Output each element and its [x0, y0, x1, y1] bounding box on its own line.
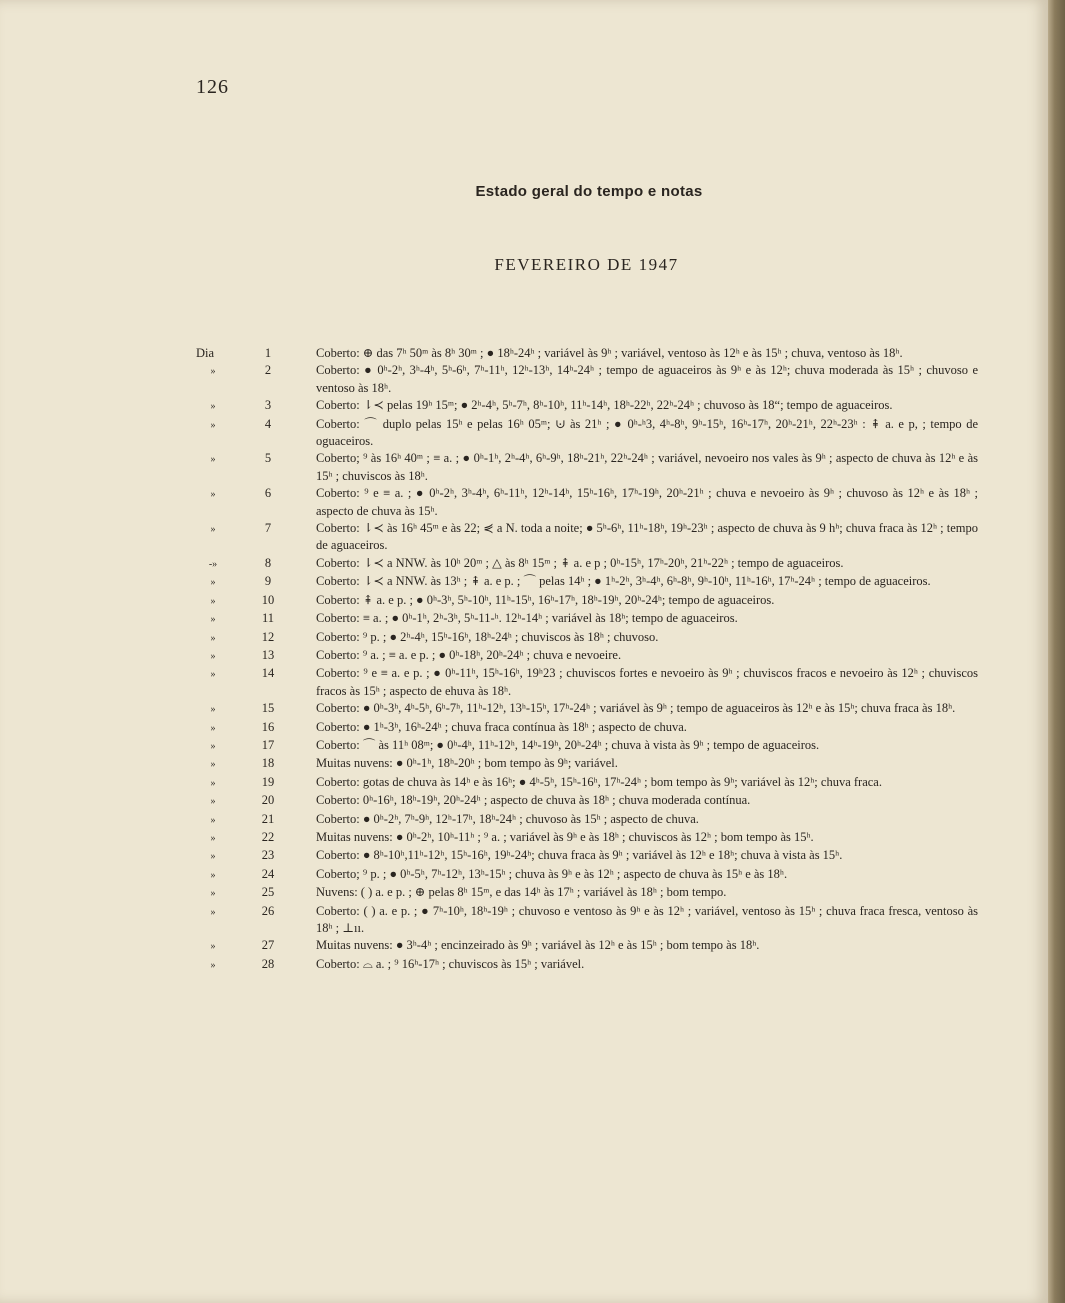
day-number: 6	[264, 486, 272, 501]
ditto-mark: »	[210, 595, 216, 607]
day-weather-text: Coberto: ● 8ʰ-10ʰ,11ʰ-12ʰ, 15ʰ-16ʰ, 19ʰ-24ʰ; chuva fraca às 9ʰ ; variável às 12ʰ e 18ʰ; chuva à vista às 15ʰ.	[316, 848, 843, 863]
day-entry	[196, 903, 978, 938]
section-title: Estado geral do tempo e notas	[475, 183, 703, 200]
day-entry	[196, 520, 978, 555]
ditto-mark: »	[210, 941, 216, 953]
ditto-mark: »	[210, 704, 216, 716]
ditto-mark: »	[210, 614, 216, 626]
day-weather-text: Coberto: ⇂≺ às 16ʰ 45ᵐ e às 22; ⋞ a N. toda a noite; ● 5ʰ-6ʰ, 11ʰ-18ʰ, 19ʰ-23ʰ ; aspecto de chuva às 9 hʰ; chuva fraca às 12ʰ ; tempo de aguaceiros.	[316, 521, 978, 553]
day-column-label: Dia	[196, 346, 215, 360]
day-entry	[196, 450, 978, 485]
day-number: 14	[261, 666, 275, 681]
day-weather-text: Coberto; ⁹ p. ; ● 0ʰ-5ʰ, 7ʰ-12ʰ, 13ʰ-15ʰ ; chuva às 9ʰ e às 12ʰ ; aspecto de chuva às 15ʰ e às 18ʰ.	[316, 866, 788, 881]
day-weather-text: Coberto: ⁹ a. ; ≡ a. e p. ; ● 0ʰ-18ʰ, 20ʰ-24ʰ ; chuva e nevoeire.	[316, 647, 622, 662]
day-entry	[196, 847, 978, 865]
day-entry	[196, 737, 978, 755]
day-entry	[196, 665, 978, 700]
day-number: 17	[261, 737, 275, 752]
page-number: 126	[196, 76, 229, 98]
month-title: FEVEREIRO DE 1947	[494, 255, 679, 274]
day-weather-text: Coberto: ≡ a. ; ● 0ʰ-1ʰ, 2ʰ-3ʰ, 5ʰ-11-ʰ. 12ʰ-14ʰ ; variável às 18ʰ; tempo de aguaceiros.	[316, 611, 738, 626]
ditto-mark: »	[210, 851, 216, 863]
ditto-mark: »	[210, 777, 216, 789]
day-weather-text: Coberto: ⇂≺ pelas 19ʰ 15ᵐ; ● 2ʰ-4ʰ, 5ʰ-7ʰ, 8ʰ-10ʰ, 11ʰ-14ʰ, 18ʰ-22ʰ, 22ʰ-24ʰ ; chuvoso às 18“; tempo de aguaceiros.	[316, 398, 893, 413]
day-number: 16	[261, 719, 275, 734]
ditto-mark: »	[210, 524, 216, 536]
ditto-mark: »	[210, 740, 216, 752]
ditto-mark: »	[210, 759, 216, 771]
day-number: 10	[261, 592, 275, 607]
day-number: 22	[261, 829, 275, 844]
day-weather-text: Coberto: ⌒ duplo pelas 15ʰ e pelas 16ʰ 05ᵐ; ⊍ às 21ʰ ; ● 0ʰ-ʰ3, 4ʰ-8ʰ, 9ʰ-15ʰ, 16ʰ-17ʰ, 20ʰ-21ʰ, 22ʰ-23ʰ : ⇞ a. e p, ; tempo de oguaceiros.	[316, 416, 978, 449]
ditto-mark: »	[210, 959, 216, 971]
day-weather-text: Nuvens: ( ) a. e p. ; ⊕ pelas 8ʰ 15ᵐ, e das 14ʰ às 17ʰ ; variável às 18ʰ ; bom tempo.	[316, 885, 727, 900]
day-number: 21	[261, 811, 275, 826]
day-number: 2	[264, 363, 272, 378]
day-entry	[196, 555, 978, 573]
day-weather-text: Coberto: ⌒ às 11ʰ 08ᵐ; ● 0ʰ-4ʰ, 11ʰ-12ʰ, 14ʰ-19ʰ, 20ʰ-24ʰ ; chuva à vista às 9ʰ ; tempo de aguaceiros.	[316, 737, 820, 752]
day-number: 19	[261, 774, 275, 789]
day-weather-text: Muitas nuvens: ● 0ʰ-1ʰ, 18ʰ-20ʰ ; bom tempo às 9ʰ; variável.	[316, 756, 618, 771]
weather-notes-list	[196, 345, 978, 974]
day-weather-text: Coberto: ⇞ a. e p. ; ● 0ʰ-3ʰ, 5ʰ-10ʰ, 11ʰ-15ʰ, 16ʰ-17ʰ, 18ʰ-19ʰ, 20ʰ-24ʰ; tempo de aguaceiros.	[316, 592, 775, 607]
day-weather-text: Coberto: ( ) a. e p. ; ● 7ʰ-10ʰ, 18ʰ-19ʰ ; chuvoso e ventoso às 9ʰ e às 12ʰ ; variável, ventoso às 15ʰ ; chuva fraca fresca, ventoso às 18ʰ ; ⊥ıı.	[316, 903, 978, 935]
day-entry	[196, 416, 978, 451]
ditto-mark: »	[210, 906, 216, 918]
ditto-mark: »	[210, 869, 216, 881]
day-entry	[196, 592, 978, 610]
day-number: 3	[264, 398, 272, 413]
ditto-mark: »	[210, 632, 216, 644]
day-entry	[196, 700, 978, 718]
ditto-mark: »	[210, 401, 216, 413]
ditto-mark: »	[210, 454, 216, 466]
day-number: 5	[264, 451, 272, 466]
ditto-mark: »	[210, 366, 216, 378]
ditto-mark: »	[210, 814, 216, 826]
ditto-mark: »	[210, 722, 216, 734]
ditto-mark: »	[210, 419, 216, 431]
day-number: 18	[261, 756, 275, 771]
day-entry	[196, 792, 978, 810]
day-entry	[196, 345, 978, 362]
day-weather-text: Coberto: ● 0ʰ-3ʰ, 4ʰ-5ʰ, 6ʰ-7ʰ, 11ʰ-12ʰ, 13ʰ-15ʰ, 17ʰ-24ʰ ; variável às 9ʰ ; tempo de aguaceiros às 12ʰ e às 15ʰ; chuva fraca às 18ʰ.	[316, 701, 956, 716]
day-weather-text: Coberto: ⊕ das 7ʰ 50ᵐ às 8ʰ 30ᵐ ; ● 18ʰ-24ʰ ; variável às 9ʰ ; variável, ventoso às 12ʰ e às 15ʰ ; chuva, ventoso às 18ʰ.	[316, 346, 903, 360]
day-entry	[196, 755, 978, 773]
day-weather-text: Coberto: ⇂≺ a NNW. às 13ʰ ; ⇞ a. e p. ; ⌒ pelas 14ʰ ; ● 1ʰ-2ʰ, 3ʰ-4ʰ, 6ʰ-8ʰ, 9ʰ-10ʰ, 11ʰ-16ʰ, 17ʰ-24ʰ ; tempo de aguaceiros.	[316, 574, 931, 589]
day-weather-text: Coberto: ● 0ʰ-2ʰ, 7ʰ-9ʰ, 12ʰ-17ʰ, 18ʰ-24ʰ ; chuvoso às 15ʰ ; aspecto de chuva.	[316, 811, 699, 826]
day-number: 11	[261, 611, 275, 626]
day-entry	[196, 362, 978, 397]
day-entry	[196, 573, 978, 591]
day-entry	[196, 866, 978, 884]
day-weather-text: Coberto; ⁹ às 16ʰ 40ᵐ ; ≡ a. ; ● 0ʰ-1ʰ, 2ʰ-4ʰ, 6ʰ-9ʰ, 18ʰ-21ʰ, 22ʰ-24ʰ ; variável, nevoeiro nos vales às 9ʰ ; aspecto de chuva às 12ʰ e às 15ʰ ; chuviscos às 18ʰ.	[316, 451, 978, 483]
ditto-mark: »	[210, 577, 216, 589]
day-entry	[196, 829, 978, 847]
day-entry	[196, 811, 978, 829]
day-number: 26	[261, 903, 275, 918]
day-weather-text: Coberto: ⁹ e ≡ a. ; ● 0ʰ-2ʰ, 3ʰ-4ʰ, 6ʰ-11ʰ, 12ʰ-14ʰ, 15ʰ-16ʰ, 17ʰ-19ʰ, 20ʰ-21ʰ ; chuva e nevoeiro às 9ʰ ; chuvoso às 12ʰ e às 18ʰ ; aspecto de chuva às 15ʰ.	[316, 486, 978, 518]
day-weather-text: Coberto: gotas de chuva às 14ʰ e às 16ʰ; ● 4ʰ-5ʰ, 15ʰ-16ʰ, 17ʰ-24ʰ ; bom tempo às 9ʰ; variável às 12ʰ; chuva fraca.	[316, 774, 882, 789]
day-entry	[196, 397, 978, 415]
day-entry	[196, 719, 978, 737]
day-number: 4	[264, 416, 272, 431]
ditto-mark: »	[210, 888, 216, 900]
day-weather-text: Coberto: ⁹ e ≡ a. e p. ; ● 0ʰ-11ʰ, 15ʰ-16ʰ, 19ʰ23 ; chuviscos fortes e nevoeiro às 9ʰ ; chuviscos fracos e nevoeiro às 12ʰ ; chuviscos fracos às 15ʰ ; aspecto de ehuva às 18ʰ.	[316, 666, 978, 698]
day-entry	[196, 629, 978, 647]
day-entry	[196, 610, 978, 628]
day-weather-text: Coberto: 0ʰ-16ʰ, 18ʰ-19ʰ, 20ʰ-24ʰ ; aspecto de chuva às 18ʰ ; chuva moderada contínua.	[316, 793, 751, 808]
day-number: 28	[261, 956, 275, 971]
ditto-mark: »	[210, 796, 216, 808]
day-entry	[196, 485, 978, 520]
ditto-mark: »	[210, 489, 216, 501]
day-number: 7	[264, 521, 272, 536]
day-number: 23	[261, 848, 275, 863]
day-number: 8	[264, 555, 272, 570]
ditto-mark: -»	[208, 558, 218, 570]
day-weather-text: Coberto: ● 0ʰ-2ʰ, 3ʰ-4ʰ, 5ʰ-6ʰ, 7ʰ-11ʰ, 12ʰ-13ʰ, 14ʰ-24ʰ ; tempo de aguaceiros às 9ʰ e às 12ʰ; chuva moderada às 15ʰ ; chuvoso e ventoso às 18ʰ.	[316, 363, 978, 395]
day-weather-text: Muitas nuvens: ● 3ʰ-4ʰ ; encinzeirado às 9ʰ ; variável às 12ʰ e às 15ʰ ; bom tempo às 18ʰ.	[316, 938, 760, 953]
day-weather-text: Coberto: ⇂≺ a NNW. às 10ʰ 20ᵐ ; △ às 8ʰ 15ᵐ ; ⇞ a. e p ; 0ʰ-15ʰ, 17ʰ-20ʰ, 21ʰ-22ʰ ; tempo de aguaceiros.	[316, 555, 844, 570]
day-number: 12	[261, 629, 275, 644]
day-entry	[196, 884, 978, 902]
day-entry	[196, 774, 978, 792]
day-weather-text: Coberto: ⌓ a. ; ⁹ 16ʰ-17ʰ ; chuviscos às 15ʰ ; variável.	[316, 956, 585, 971]
day-number: 1	[264, 346, 272, 360]
day-number: 9	[264, 574, 272, 589]
day-entry	[196, 937, 978, 955]
ditto-mark: »	[210, 669, 216, 681]
day-entry	[196, 647, 978, 665]
day-weather-text: Muitas nuvens: ● 0ʰ-2ʰ, 10ʰ-11ʰ ; ⁹ a. ; variável às 9ʰ e às 18ʰ ; chuviscos às 12ʰ ; bom tempo às 15ʰ.	[316, 829, 814, 844]
day-number: 15	[261, 701, 275, 716]
day-number: 20	[261, 793, 275, 808]
day-number: 13	[261, 647, 275, 662]
day-number: 25	[261, 885, 275, 900]
day-entry	[196, 956, 978, 974]
book-spine	[1048, 0, 1065, 1303]
day-number: 27	[261, 938, 275, 953]
ditto-mark: »	[210, 650, 216, 662]
day-weather-text: Coberto: ⁹ p. ; ● 2ʰ-4ʰ, 15ʰ-16ʰ, 18ʰ-24ʰ ; chuviscos às 18ʰ ; chuvoso.	[316, 629, 659, 644]
day-number: 24	[261, 866, 275, 881]
ditto-mark: »	[210, 832, 216, 844]
day-weather-text: Coberto: ● 1ʰ-3ʰ, 16ʰ-24ʰ ; chuva fraca contínua às 18ʰ ; aspecto de chuva.	[316, 719, 687, 734]
